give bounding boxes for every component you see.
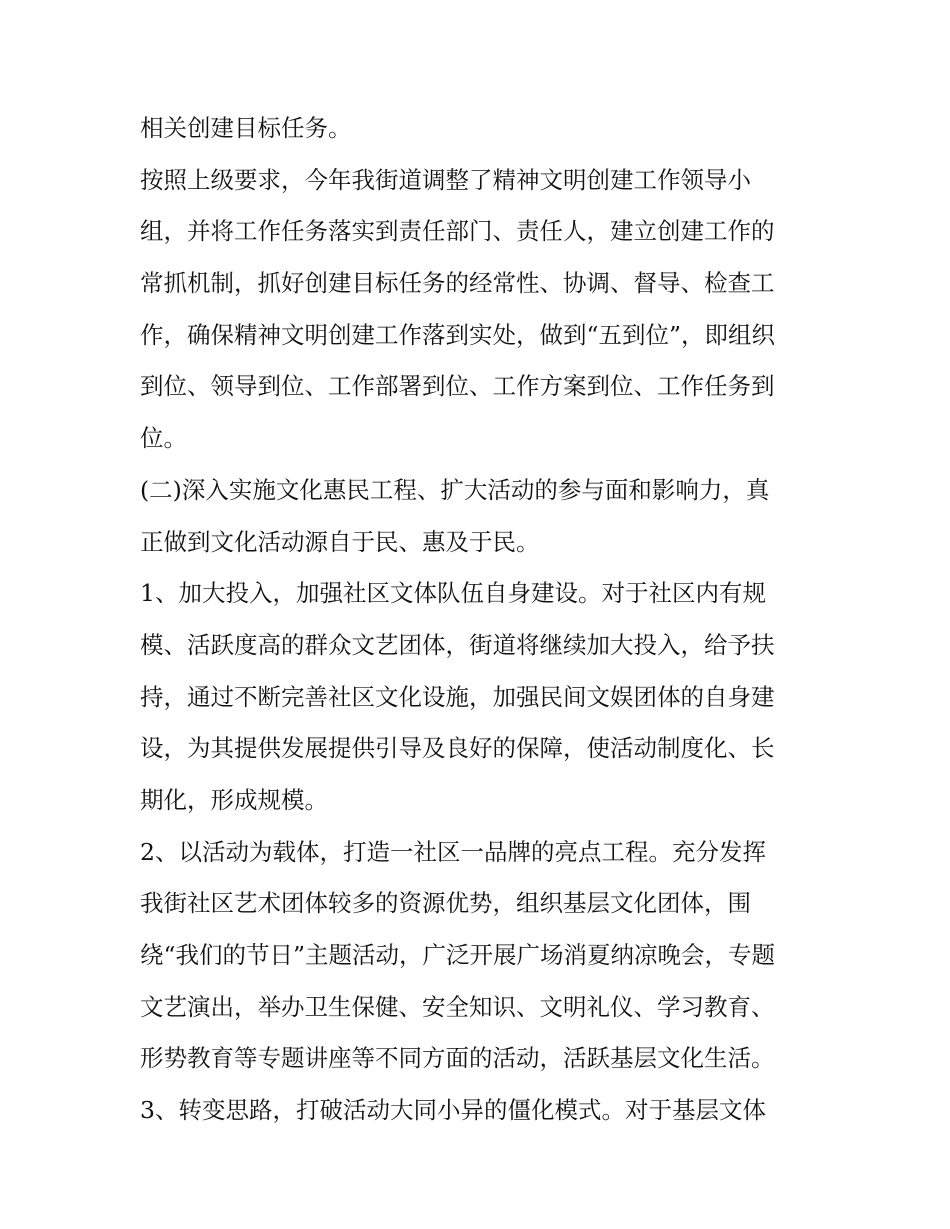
text-line: 持，通过不断完善社区文化设施，加强民间文娱团体的自身建 [140, 682, 775, 711]
text-line: 按照上级要求，今年我街道调整了精神文明创建工作领导小 [140, 165, 751, 194]
text-line: 作，确保精神文明创建工作落到实处，做到“五到位”，即组织 [140, 320, 776, 349]
section-heading-line: 正做到文化活动源自于民、惠及于民。 [140, 527, 540, 556]
text-line: 相关创建目标任务。 [140, 114, 352, 142]
text-line: 模、活跃度高的群众文艺团体，街道将继续加大投入，给予扶 [140, 630, 775, 659]
text-line: 常抓机制，抓好创建目标任务的经常性、协调、督导、检查工 [140, 269, 775, 298]
document-body [140, 103, 815, 1137]
numbered-item-line: 2、以活动为载体，打造一社区一品牌的亮点工程。充分发挥 [140, 837, 766, 866]
text-line: 文艺演出，举办卫生保健、安全知识、文明礼仪、学习教育、 [140, 992, 775, 1021]
section-heading-line: (二)深入实施文化惠民工程、扩大活动的参与面和影响力，真 [140, 475, 770, 504]
text-line: 位。 [140, 424, 187, 453]
text-line: 设，为其提供发展提供引导及良好的保障，使活动制度化、长 [140, 734, 775, 763]
text-line: 形势教育等专题讲座等不同方面的活动，活跃基层文化生活。 [140, 1044, 775, 1073]
numbered-item-line: 3、转变思路，打破活动大同小异的僵化模式。对于基层文体 [140, 1096, 766, 1125]
text-line: 期化，形成规模。 [140, 785, 328, 814]
numbered-item-line: 1、加大投入，加强社区文体队伍自身建设。对于社区内有规 [140, 579, 766, 608]
text-line: 我街社区艺术团体较多的资源优势，组织基层文化团体，围 [140, 889, 751, 918]
text-line: 绕“我们的节日”主题活动，广泛开展广场消夏纳凉晚会，专题 [140, 941, 776, 969]
text-line: 组，并将工作任务落实到责任部门、责任人，建立创建工作的 [140, 217, 775, 246]
text-line: 到位、领导到位、工作部署到位、工作方案到位、工作任务到 [140, 372, 775, 401]
